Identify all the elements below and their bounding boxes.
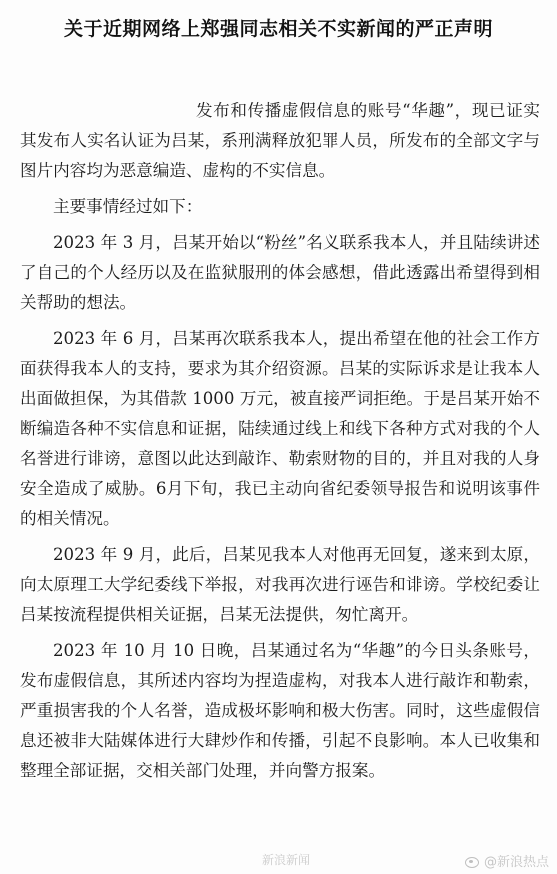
paragraph-summary-heading: 主要事情经过如下： bbox=[53, 197, 203, 216]
watermark-text: @新浪热点 bbox=[483, 855, 549, 870]
watermark-middle: 新浪新闻 bbox=[262, 853, 311, 867]
paragraph-september: 2023 年 9 月，此后，吕某见我本人对他再无回复，遂来到太原，向太原理工大学纪委线下举报，对我再次进行诬告和诽谤。学校纪委让吕某按流程提供相关证据，吕某无法提供，匆忙离开。 bbox=[20, 545, 540, 624]
paragraph-june: 2023 年 6 月，吕某再次联系我本人，提出希望在他的社会工作方面获得我本人的支持，要求为其介绍资源。吕某的实际诉求是让我本人出面做担保，为其借款 1000 万元，被直接严词拒绝。于是吕某开始不断编造各种不实信息和证据，陆续通过线上和线下各种方式对我的个人名誉进行诽谤，意图以此达到敲诈、勒索财物的目的，并且对我的人身安全造成了威胁。6月下旬，我已主动向省纪委领导报告和说明该事件的相关情况。 bbox=[20, 329, 540, 528]
weibo-icon bbox=[464, 854, 480, 867]
document-title: 关于近期网络上郑强同志相关不实新闻的严正声明 bbox=[63, 18, 493, 40]
document-body bbox=[20, 96, 540, 792]
paragraph-october: 2023 年 10 月 10 日晚，吕某通过名为“华趣”的今日头条账号，发布虚假信息，其所述内容均为捏造虚构，对我本人进行敲诈和勒索，严重损害我的个人名誉，造成极坏影响和极大伤害。同时，这些虚假信息还被非大陆媒体进行大肆炒作和传播，引起不良影响。本人已收集和整理全部证据，交相关部门处理，并向警方报案。 bbox=[20, 641, 540, 780]
watermark bbox=[464, 851, 549, 870]
paragraph-intro: 发布和传播虚假信息的账号“华趣”，现已证实其发布人实名认证为吕某，系刑满释放犯罪人员，所发布的全部文字与图片内容均为恶意编造、虚构的不实信息。 bbox=[20, 101, 540, 180]
paragraph-march: 2023 年 3 月，吕某开始以“粉丝”名义联系我本人，并且陆续讲述了自己的个人经历以及在监狱服刑的体会感想，借此透露出希望得到相关帮助的想法。 bbox=[20, 233, 540, 312]
